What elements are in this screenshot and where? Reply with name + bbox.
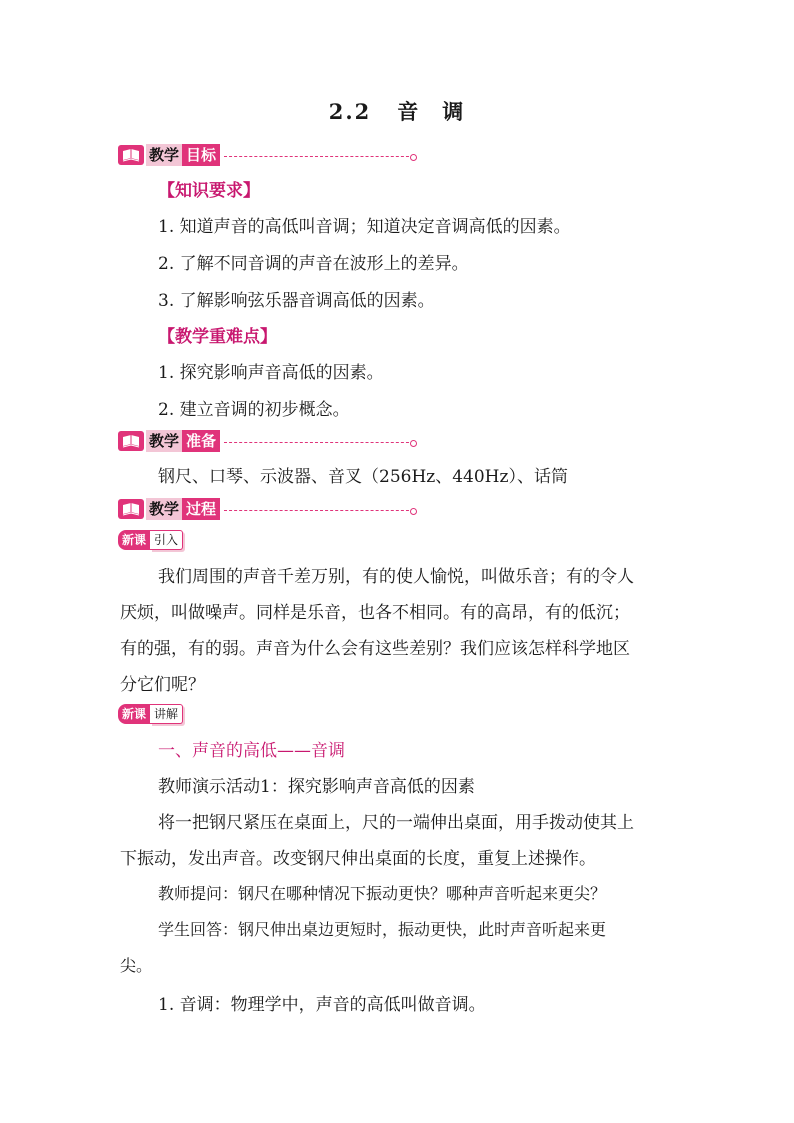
knowledge-item: 3. 了解影响弦乐器音调高低的因素。 [158, 291, 435, 311]
book-icon [118, 145, 144, 165]
section-header-prep [118, 430, 414, 452]
intro-paragraph-line: 有的强，有的弱。声音为什么会有这些差别？我们应该怎样科学地区 [120, 639, 630, 659]
section-label-process-b: 过程 [182, 498, 220, 520]
keypoints-heading: 【教学重难点】 [158, 327, 277, 347]
badge-explain-b: 讲解 [150, 704, 183, 724]
book-icon [118, 431, 144, 451]
knowledge-item: 2. 了解不同音调的声音在波形上的差异。 [158, 254, 469, 274]
teacher-question: 教师提问：钢尺在哪种情况下振动更快？哪种声音听起来更尖？ [158, 884, 607, 903]
badge-intro-a: 新课 [118, 530, 150, 550]
prep-materials: 钢尺、口琴、示波器、音叉（256Hz、440Hz）、话筒 [158, 467, 568, 487]
section-number: 2.2 [328, 99, 372, 124]
student-answer-line: 学生回答：钢尺伸出桌边更短时，振动更快，此时声音听起来更 [158, 920, 607, 939]
student-answer-line: 尖。 [120, 956, 153, 975]
explain-subheading: 一、声音的高低——音调 [158, 741, 345, 761]
dashed-divider [224, 156, 414, 157]
title-char-2: 调 [442, 99, 466, 124]
intro-paragraph-line: 我们周围的声音千差万别，有的使人愉悦，叫做乐音；有的令人 [158, 567, 634, 587]
title-char-1: 音 [397, 99, 421, 124]
dashed-divider [224, 510, 414, 511]
demo-line: 下振动，发出声音。改变钢尺伸出桌面的长度，重复上述操作。 [120, 849, 596, 869]
keypoints-item: 2. 建立音调的初步概念。 [158, 400, 350, 420]
section-label-prep-a: 教学 [146, 430, 182, 452]
badge-explain [118, 704, 183, 724]
dashed-divider [224, 442, 414, 443]
demo-line: 将一把钢尺紧压在桌面上，尺的一端伸出桌面，用手拨动使其上 [158, 813, 634, 833]
page-title [0, 96, 794, 126]
knowledge-item: 1. 知道声音的高低叫音调；知道决定音调高低的因素。 [158, 217, 571, 237]
activity-title: 教师演示活动1：探究影响声音高低的因素 [158, 777, 475, 797]
section-label-prep-b: 准备 [182, 430, 220, 452]
keypoints-item: 1. 探究影响声音高低的因素。 [158, 363, 384, 383]
section-label-goal-b: 目标 [182, 144, 220, 166]
intro-paragraph-line: 厌烦，叫做噪声。同样是乐音，也各不相同。有的高昂，有的低沉； [120, 603, 630, 623]
intro-paragraph-line: 分它们呢？ [120, 675, 205, 695]
badge-intro-b: 引入 [150, 530, 183, 550]
book-icon [118, 499, 144, 519]
knowledge-heading: 【知识要求】 [158, 181, 260, 201]
badge-intro [118, 530, 183, 550]
section-header-process [118, 498, 414, 520]
definition: 1. 音调：物理学中，声音的高低叫做音调。 [158, 995, 486, 1015]
section-label-process-a: 教学 [146, 498, 182, 520]
section-label-goal-a: 教学 [146, 144, 182, 166]
badge-explain-a: 新课 [118, 704, 150, 724]
section-header-goal [118, 144, 414, 166]
